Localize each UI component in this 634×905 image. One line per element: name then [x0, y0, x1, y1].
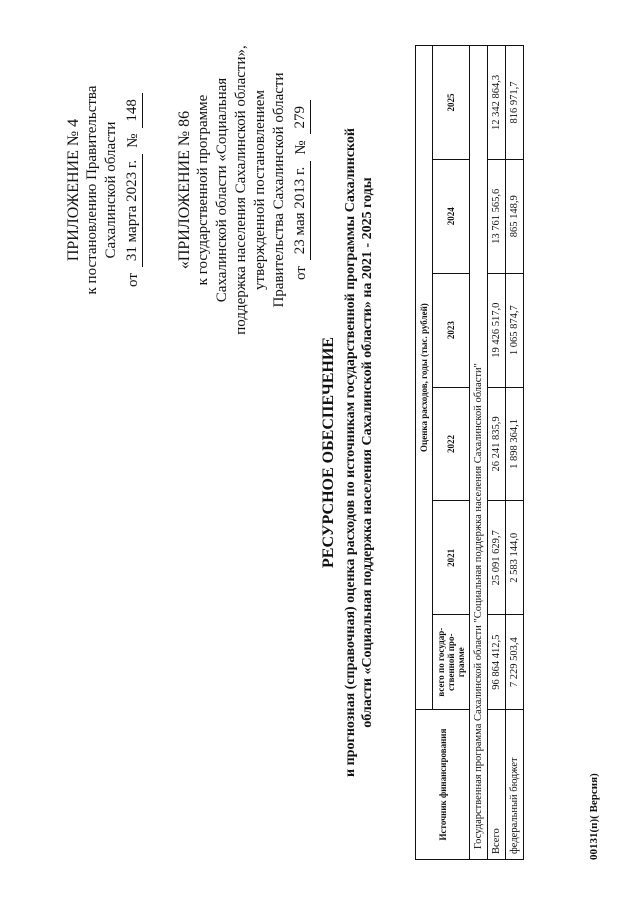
annex-86-date-line — [291, 40, 311, 340]
annex-4-title: ПРИЛОЖЕНИЕ № 4 — [65, 118, 82, 262]
annex-86-no: № — [293, 140, 309, 155]
annex-86-line5: Правительства Сахалинской области — [271, 72, 287, 308]
annex-86-block — [175, 40, 311, 340]
program-row — [470, 46, 488, 860]
row-total: 7 229 503,4 — [506, 615, 524, 710]
row-value: 13 761 565,6 — [488, 159, 506, 273]
header-source: Источник финансирования — [416, 710, 470, 860]
row-value: 1 898 364,1 — [506, 387, 524, 501]
annex-86-title: «ПРИЛОЖЕНИЕ № 86 — [176, 110, 193, 270]
annex-4-number: 148 — [123, 93, 143, 128]
row-value: 25 091 629,7 — [488, 501, 506, 615]
header-year: 2022 — [433, 387, 470, 501]
table-row — [488, 46, 506, 860]
annex-86-line2: Сахалинской области «Социальная — [214, 77, 230, 303]
annex-4-date-line — [123, 70, 143, 310]
header-year: 2023 — [433, 273, 470, 387]
annex-4-line2: Сахалинской области — [103, 121, 119, 259]
row-value: 865 148,9 — [506, 159, 524, 273]
table-row — [506, 46, 524, 860]
header-year: 2021 — [433, 501, 470, 615]
row-label: Всего — [488, 710, 506, 860]
document-header — [320, 60, 376, 845]
row-value: 26 241 835,9 — [488, 387, 506, 501]
header-year: 2024 — [433, 159, 470, 273]
document-subtitle-line1: и прогнозная (справочная) оценка расходов по источникам государственной программы Сахалинской — [343, 128, 358, 777]
program-name: Государственная программа Сахалинской области "Социальная поддержка населения Сахалинской области" — [470, 46, 488, 860]
annex-4-ot: от — [125, 273, 141, 287]
footer-code: 00131(п)( Версия) — [588, 773, 600, 860]
annex-86-line3: поддержка населения Сахалинской области», — [233, 45, 249, 335]
annex-86-line4: утвержденной постановлением — [252, 90, 268, 290]
annex-4-line1: к постановлению Правительства — [84, 85, 100, 295]
annex-4-no: № — [125, 133, 141, 148]
resource-table — [415, 45, 524, 860]
annex-4-date: 31 марта 2023 г. — [123, 154, 143, 267]
row-value: 2 583 144,0 — [506, 501, 524, 615]
document-title: РЕСУРСНОЕ ОБЕСПЕЧЕНИЕ — [320, 337, 337, 568]
header-total: всего по государ-ственной про-грамме — [433, 615, 470, 710]
row-label: федеральный бюджет — [506, 710, 524, 860]
document-subtitle-line2: области «Социальная поддержка населения Сахалинской области» на 2021 - 2025 годы — [360, 177, 375, 728]
annex-86-line1: к государственной программе — [195, 94, 211, 286]
annex-86-ot: от — [293, 266, 309, 281]
header-estimate: Оценка расходов, годы (тыс. рублей) — [416, 46, 433, 710]
row-total: 96 864 412,5 — [488, 615, 506, 710]
row-value: 12 342 864,3 — [488, 46, 506, 160]
document-subtitle — [342, 60, 376, 845]
row-value: 1 065 874,7 — [506, 273, 524, 387]
annex-86-number: 279 — [291, 100, 311, 135]
annex-86-date: 23 мая 2013 г. — [291, 161, 311, 260]
annex-4-block — [64, 70, 143, 310]
row-value: 19 426 517,0 — [488, 273, 506, 387]
row-value: 816 971,7 — [506, 46, 524, 160]
header-year: 2025 — [433, 46, 470, 160]
table-header-row-1 — [416, 46, 433, 860]
